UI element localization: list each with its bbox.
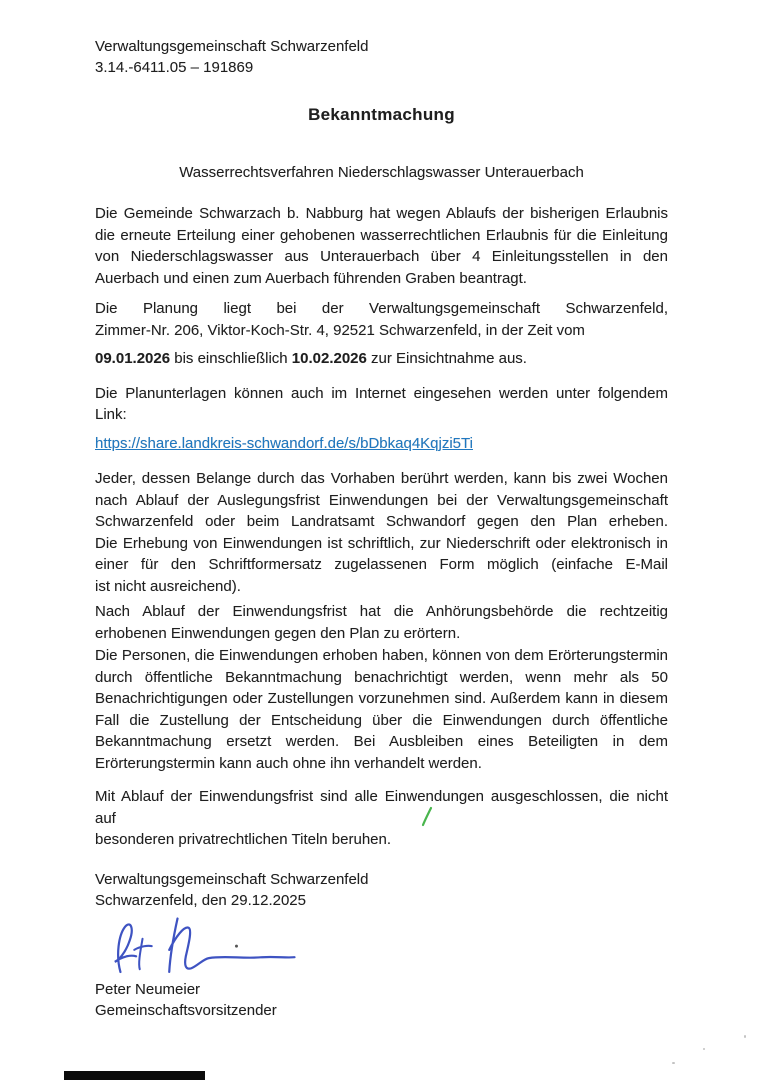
plan-documents-link-line: [95, 433, 668, 455]
text-line: Nach Ablauf der Einwendungsfrist hat die Anhörungsbehörde die rechtzeitig: [95, 603, 668, 620]
text-line: Auerbach und einen zum Auerbach führenden Graben beantragt.: [95, 269, 527, 287]
file-reference: 3.14.-6411.05 – 191869: [95, 59, 254, 76]
paragraph-application: [95, 203, 668, 289]
inspection-period-text: bis einschließlich: [170, 350, 292, 367]
text-line: ist nicht ausreichend).: [95, 577, 241, 595]
sender-org: Verwaltungsgemeinschaft Schwarzenfeld: [95, 38, 369, 55]
paragraph-exclusion: [95, 786, 668, 851]
scan-artifact-bar: [64, 1071, 205, 1080]
text-line: Fall die Zustellung der Entscheidung über die Einwendungen durch öffentliche: [95, 711, 668, 729]
scan-noise-speck: [744, 1035, 746, 1038]
inspection-end-date: 10.02.2026: [291, 350, 367, 367]
inspection-period-line: [95, 348, 668, 370]
signature-icon: [97, 913, 317, 983]
text-line: Die Personen, die Einwendungen erhoben haben, können von dem Erörterungstermin: [95, 647, 668, 664]
text-line: von Niederschlagswasser aus Unterauerbach über 4 Einleitungsstellen in den: [95, 248, 668, 265]
text-line: Die Gemeinde Schwarzach b. Nabburg hat wegen Ablaufs der bisherigen Erlaubnis: [95, 205, 668, 222]
closing-place-date: Schwarzenfeld, den 29.12.2025: [95, 891, 306, 909]
text-line: Die Planung liegt bei der Verwaltungsgemeinschaft Schwarzenfeld,: [95, 300, 668, 317]
signer-role: Gemeinschaftsvorsitzender: [95, 1001, 277, 1019]
text-line: Schwarzenfeld oder beim Landratsamt Schwandorf gegen den Plan erheben.: [95, 513, 668, 530]
text-line: Zimmer-Nr. 206, Viktor-Koch-Str. 4, 92521 Schwarzenfeld, in der Zeit vom: [95, 321, 585, 339]
scan-noise-speck: [672, 1062, 675, 1064]
inspection-period-tail: zur Einsichtnahme aus.: [366, 350, 527, 367]
text-line: Die Erhebung von Einwendungen ist schriftlich, zur Niederschrift oder elektronisch in: [95, 534, 668, 552]
signer-name: Peter Neumeier: [95, 980, 201, 998]
plan-documents-link[interactable]: https://share.landkreis-schwandorf.de/s/bDbkaq4Kqjzi5Ti: [95, 434, 473, 452]
text-line: Benachrichtigungen oder Zustellungen vorzunehmen sind. Außerdem kann in diesem: [95, 690, 668, 707]
text-line: durch öffentliche Bekanntmachung benachrichtigt werden, wenn mehr als 50: [95, 668, 668, 686]
paragraph-objections: [95, 468, 668, 597]
text-line: Erörterungstermin kann auch ohne ihn verhandelt werden.: [95, 754, 482, 772]
closing-block: [95, 869, 668, 911]
green-check-mark-icon: [419, 806, 435, 828]
document-subject: Wasserrechtsverfahren Niederschlagswasser Unterauerbach: [179, 164, 584, 181]
text-line: nach Ablauf der Auslegungsfrist Einwendungen bei der Verwaltungsgemeinschaft: [95, 491, 668, 509]
paragraph-hearing-authority: [95, 601, 668, 644]
paragraph-inspection-location: [95, 298, 668, 341]
paragraph-notification: [95, 645, 668, 774]
text-line: einer für den Schriftformersatz zugelassenen Form möglich (einfache E-Mail: [95, 556, 668, 573]
scan-noise-speck: [703, 1048, 705, 1050]
text-line: Bekanntmachung ersetzt werden. Bei Ausbleiben eines Beteiligten in dem: [95, 733, 668, 750]
text-line: erhobenen Einwendungen gegen den Plan zu erörtern.: [95, 624, 461, 642]
internet-notice-line: Die Planunterlagen können auch im Internet eingesehen werden unter folgendem Link:: [95, 384, 668, 423]
document-content: [95, 36, 668, 1021]
inspection-start-date: 09.01.2026: [95, 350, 171, 367]
handwritten-signature-image: [97, 913, 668, 979]
text-line: Jeder, dessen Belange durch das Vorhaben berührt werden, kann bis zwei Wochen: [95, 470, 668, 487]
text-line: die erneute Erteilung einer gehobenen wasserrechtlichen Erlaubnis für die Einleitung: [95, 226, 668, 244]
closing-org: Verwaltungsgemeinschaft Schwarzenfeld: [95, 870, 369, 888]
document-title: Bekanntmachung: [308, 105, 455, 124]
text-line: Mit Ablauf der Einwendungsfrist sind alle Einwendungen ausgeschlossen, die nicht auf: [95, 788, 668, 827]
text-line: besonderen privatrechtlichen Titeln beruhen.: [95, 831, 392, 848]
